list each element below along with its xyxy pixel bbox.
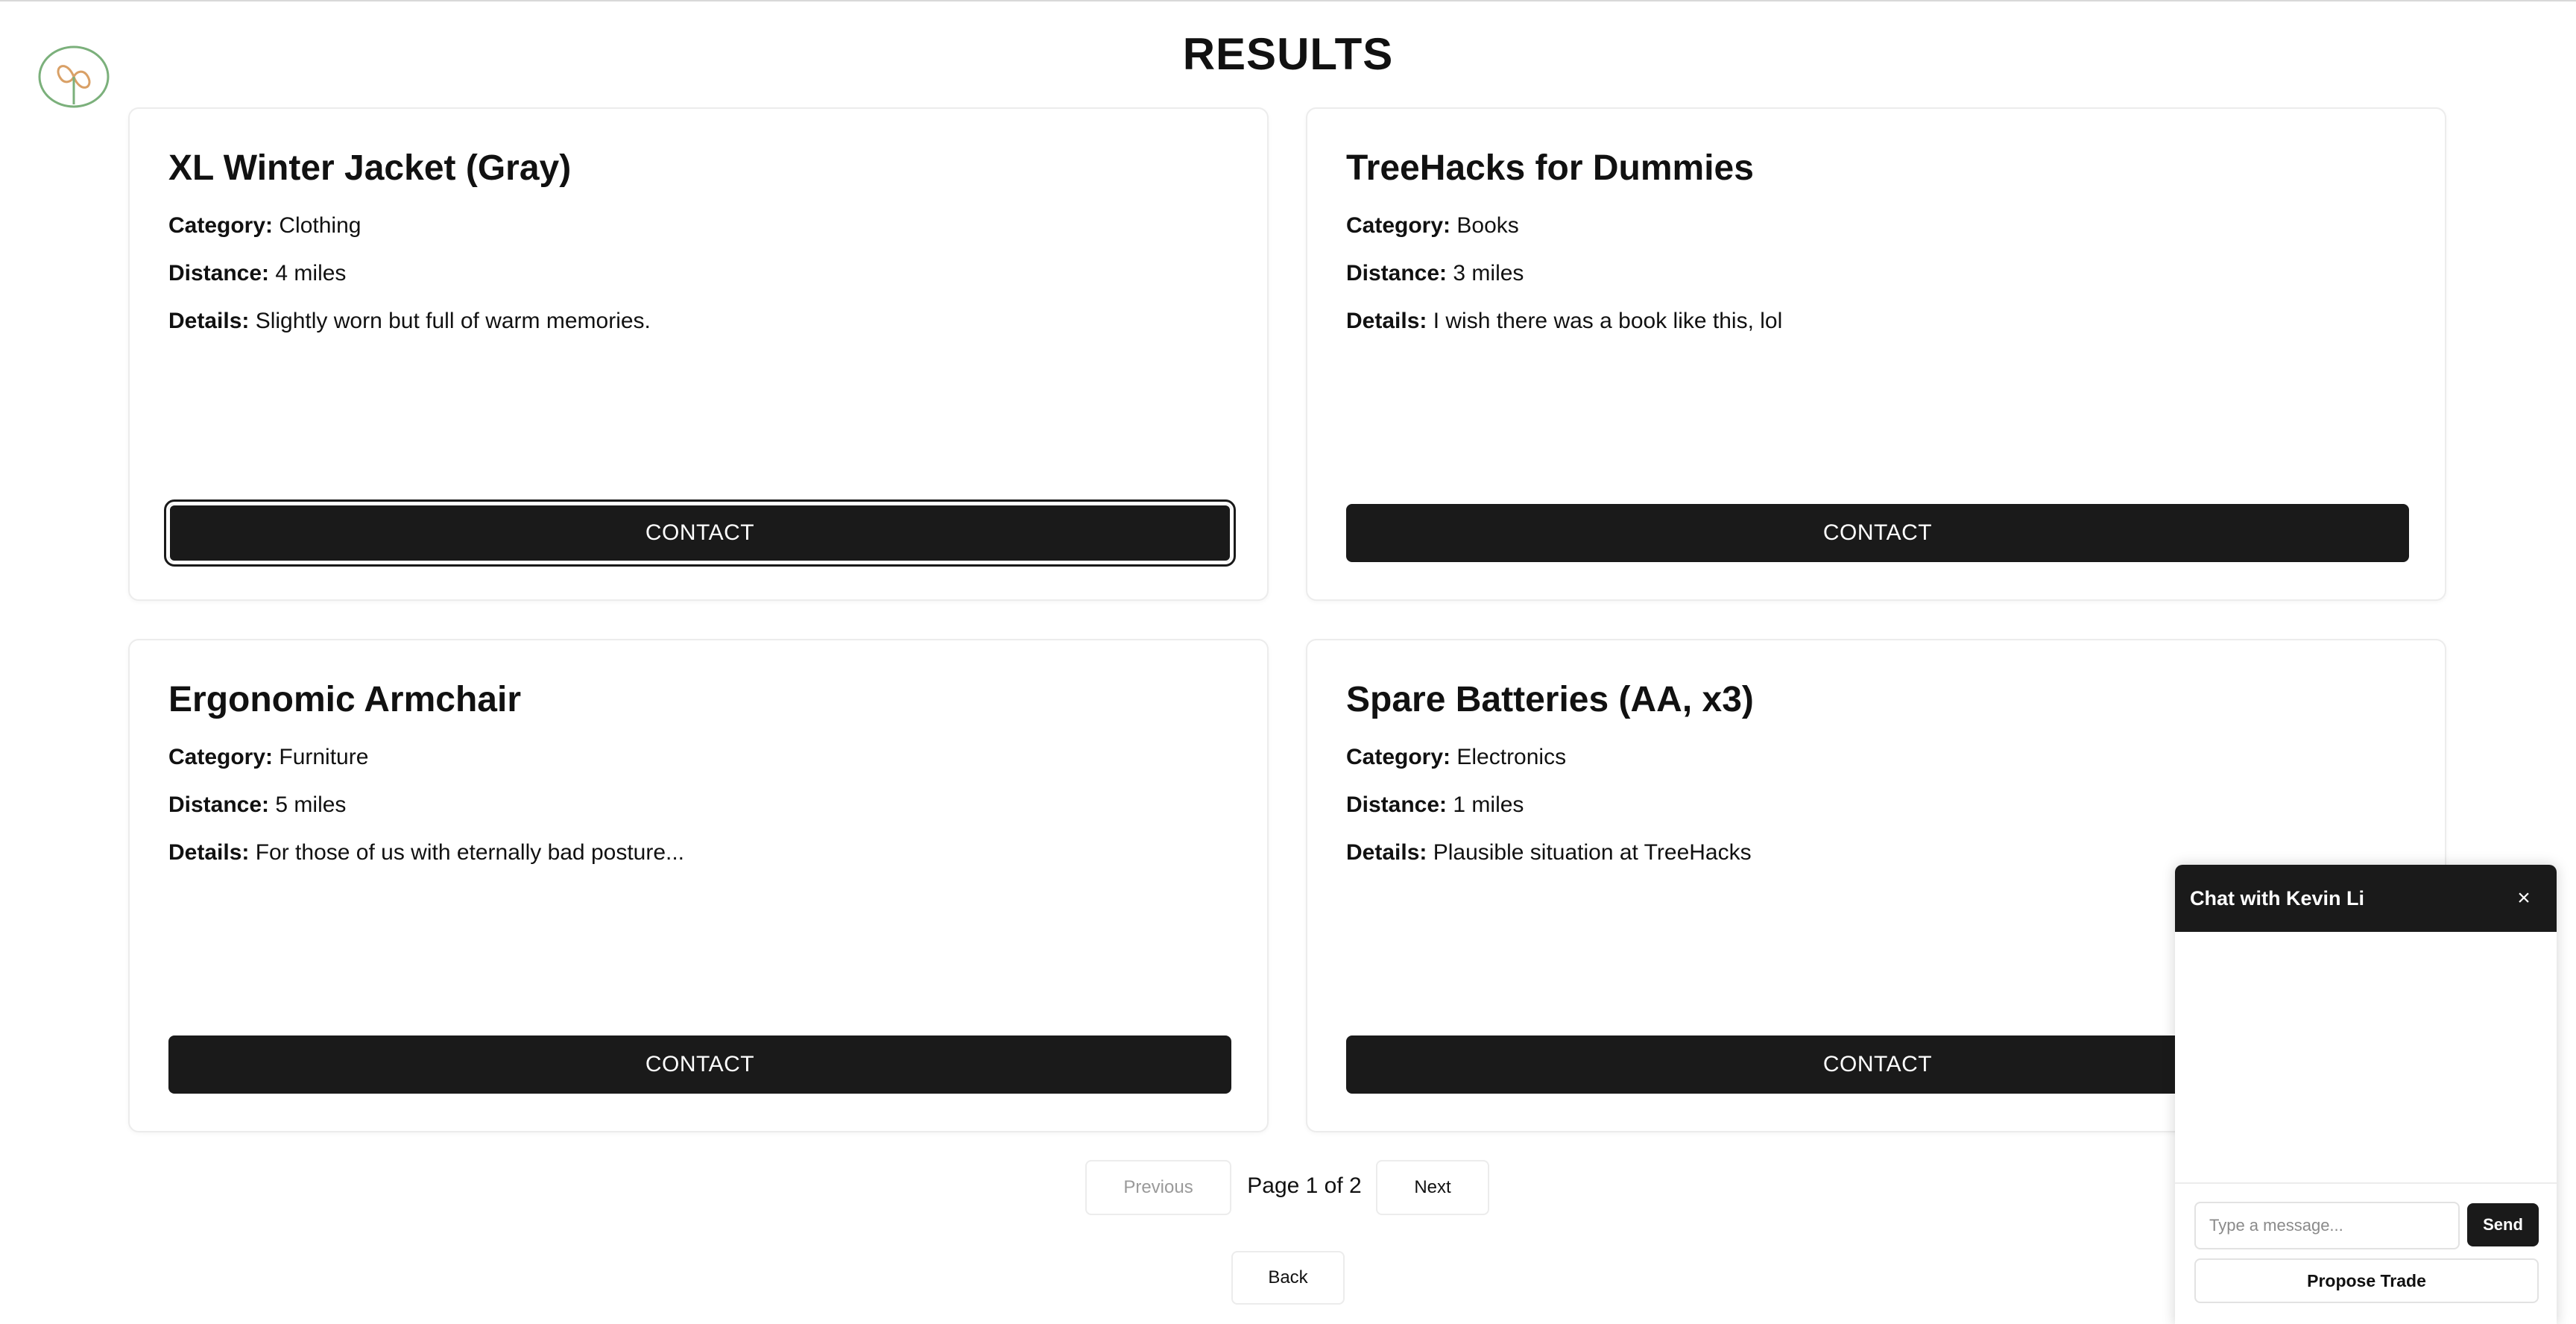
listing-category (1346, 745, 1566, 770)
listing-distance (168, 792, 346, 818)
close-icon[interactable]: × (2517, 886, 2531, 910)
previous-page-button[interactable]: Previous (1085, 1160, 1231, 1215)
distance-value: 3 miles (1453, 261, 1524, 286)
details-label: Details: (1346, 840, 1427, 865)
listing-details (168, 840, 684, 866)
distance-value: 5 miles (275, 792, 347, 817)
listing-details (1346, 309, 1782, 334)
page-title: RESULTS (1182, 29, 1394, 79)
distance-label: Distance: (1346, 261, 1448, 286)
page-indicator: Page 1 of 2 (1247, 1173, 1362, 1198)
listing-category (168, 745, 368, 770)
listing-category (1346, 213, 1519, 239)
contact-button[interactable]: CONTACT (1346, 504, 2409, 562)
listing-card (128, 107, 1269, 601)
chat-header (2175, 865, 2557, 932)
distance-label: Distance: (168, 261, 270, 286)
listing-distance (168, 261, 346, 286)
listing-title: Ergonomic Armchair (168, 680, 521, 719)
contact-button[interactable]: CONTACT (1346, 1035, 2409, 1094)
listing-title: TreeHacks for Dummies (1346, 148, 1754, 188)
category-label: Category: (1346, 745, 1451, 769)
details-value: I wish there was a book like this, lol (1433, 309, 1783, 333)
category-value: Clothing (279, 213, 362, 238)
propose-trade-button[interactable]: Propose Trade (2194, 1258, 2539, 1303)
chat-title: Chat with Kevin Li (2190, 886, 2365, 910)
category-label: Category: (168, 745, 274, 769)
listing-card (128, 639, 1269, 1132)
distance-value: 1 miles (1453, 792, 1524, 817)
category-value: Books (1456, 213, 1519, 238)
contact-button[interactable]: CONTACT (168, 504, 1231, 562)
category-value: Electronics (1456, 745, 1567, 769)
listing-title: XL Winter Jacket (Gray) (168, 148, 572, 188)
details-value: For those of us with eternally bad posture... (255, 840, 685, 865)
listing-title: Spare Batteries (AA, x3) (1346, 680, 1754, 719)
details-value: Plausible situation at TreeHacks (1433, 840, 1752, 865)
distance-label: Distance: (1346, 792, 1448, 817)
category-value: Furniture (279, 745, 369, 769)
send-button[interactable]: Send (2467, 1203, 2539, 1246)
chat-message-input[interactable] (2194, 1202, 2460, 1249)
next-page-button[interactable]: Next (1376, 1160, 1489, 1215)
chat-input-row (2194, 1202, 2539, 1249)
details-value: Slightly worn but full of warm memories. (255, 309, 651, 333)
listing-card (1306, 107, 2446, 601)
distance-value: 4 miles (275, 261, 347, 286)
listing-details (1346, 840, 1752, 866)
listing-distance (1346, 261, 1524, 286)
back-button[interactable]: Back (1231, 1251, 1345, 1305)
contact-button[interactable]: CONTACT (168, 1035, 1231, 1094)
listing-category (168, 213, 361, 239)
details-label: Details: (168, 309, 250, 333)
distance-label: Distance: (168, 792, 270, 817)
listing-distance (1346, 792, 1524, 818)
chat-panel (2175, 865, 2557, 1324)
category-label: Category: (1346, 213, 1451, 238)
listing-details (168, 309, 651, 334)
details-label: Details: (168, 840, 250, 865)
chat-message-list[interactable] (2175, 932, 2557, 1184)
category-label: Category: (168, 213, 274, 238)
details-label: Details: (1346, 309, 1427, 333)
